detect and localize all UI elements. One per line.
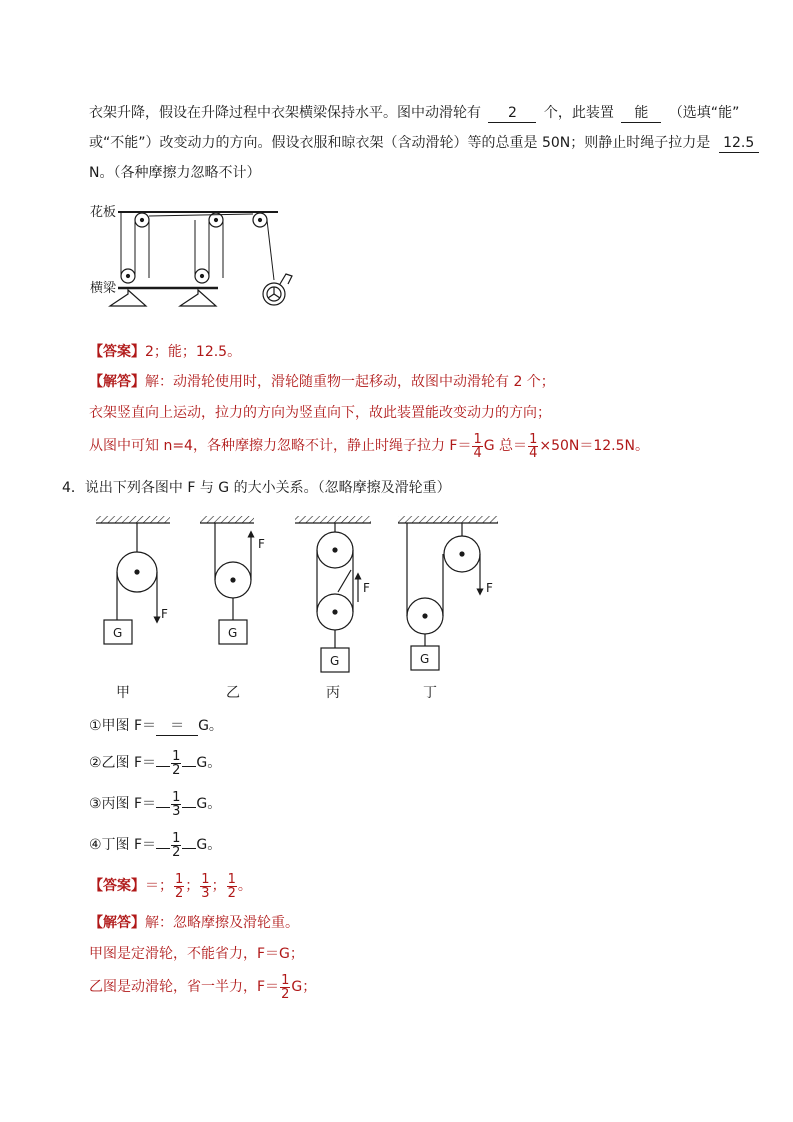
q3-analysis-3: [89, 432, 649, 460]
force-label: F: [363, 581, 370, 595]
fig-label-ding: 丁: [423, 685, 437, 701]
fraction: $\frac{1}{4}$: [473, 431, 482, 461]
item-text: G。: [198, 718, 223, 734]
answer-end: 。: [237, 878, 252, 894]
q3-line-1: [89, 103, 739, 123]
answer-sep: ；: [185, 878, 200, 894]
q3-line-2: [89, 133, 759, 153]
q3-answer: [89, 342, 241, 362]
winder-wheel-icon: [263, 274, 292, 305]
q3-analysis-1: [89, 372, 555, 392]
rope: [121, 212, 274, 280]
analysis-text: 甲图是定滑轮，不能省力，F＝G；: [89, 946, 304, 962]
analysis-text: 解：忽略摩擦及滑轮重。: [145, 915, 299, 931]
fraction: $\frac{1}{4}$: [529, 431, 538, 461]
fraction: $\frac{1}{2}$: [281, 972, 290, 1002]
analysis-text: G；: [291, 979, 317, 995]
analysis-tag: 【解答】: [89, 374, 145, 390]
item-blank: ＝: [156, 717, 198, 736]
q3-text: 或“不能”）改变动力的方向。假设衣服和晾衣架（含动滑轮）等的总重是 50N；则静止时绳子拉力是: [89, 135, 711, 151]
q3-blank-2: 能: [621, 104, 661, 123]
answer-text: 2；能；12.5。: [145, 344, 242, 360]
q4-item-2: [89, 748, 221, 778]
clothes-rack-pulley-figure: [88, 198, 308, 318]
diagram-bing: [295, 516, 371, 672]
q3-text: （选填“能”: [668, 105, 740, 121]
q4-answer: [89, 871, 252, 901]
q4-item-4: [89, 830, 221, 860]
fig-label-yi: 乙: [226, 685, 240, 701]
q3-text: 个，此装置: [543, 105, 614, 121]
diagram-yi: [200, 516, 254, 644]
q3-blank-3: 12.5: [719, 134, 759, 153]
q4-title: [62, 478, 451, 498]
force-label: F: [486, 581, 493, 595]
q3-text: N。（各种摩擦力忽略不计）: [89, 165, 261, 181]
item-text: ③丙图 F＝: [89, 796, 157, 812]
q4-analysis-2: [89, 944, 304, 964]
fig-label-jia: 甲: [116, 685, 130, 701]
fraction: $\frac{1}{2}$: [172, 748, 181, 778]
answer-tag: 【答案】: [89, 878, 145, 894]
answer-text: ＝；: [145, 878, 173, 894]
q4-item-3: [89, 789, 221, 819]
answer-sep: ；: [211, 878, 226, 894]
moving-pulley: [121, 269, 209, 283]
item-text: ④丁图 F＝: [89, 837, 157, 853]
ceiling-label: 花板: [90, 205, 117, 220]
q3-text: 衣架升降，假设在升降过程中衣架横梁保持水平。图中动滑轮有: [89, 105, 481, 121]
weight-label: G: [420, 652, 430, 666]
q4-item-1: [89, 716, 223, 736]
pulley-diagrams-figure: [90, 512, 510, 702]
q3-analysis-2: [89, 403, 551, 423]
force-label: F: [258, 537, 265, 551]
analysis-text: 衣架竖直向上运动，拉力的方向为竖直向下，故此装置能改变动力的方向；: [89, 405, 551, 421]
fig-label-bing: 丙: [326, 685, 340, 701]
fraction: $\frac{1}{2}$: [175, 871, 184, 901]
analysis-text: ×50N＝12.5N。: [539, 438, 650, 454]
analysis-text: 解：动滑轮使用时，滑轮随重物一起移动，故图中动滑轮有 2 个；: [145, 374, 555, 390]
diagram-ding: [398, 516, 498, 670]
q3-line-3: [89, 163, 260, 183]
diagram-jia: [96, 516, 170, 644]
analysis-text: G 总＝: [483, 438, 528, 454]
q4-analysis-1: [89, 913, 299, 933]
q4-title-text: 4．说出下列各图中 F 与 G 的大小关系。（忽略摩擦及滑轮重）: [62, 480, 451, 496]
item-text: G。: [196, 796, 222, 812]
weight-label: G: [113, 626, 123, 640]
fraction: $\frac{1}{2}$: [227, 871, 236, 901]
q4-analysis-3: [89, 972, 316, 1002]
weight-label: G: [228, 626, 238, 640]
item-text: G。: [196, 755, 222, 771]
analysis-text: 乙图是动滑轮，省一半力，F＝: [89, 979, 280, 995]
analysis-tag: 【解答】: [89, 915, 145, 931]
fraction: $\frac{1}{3}$: [172, 789, 181, 819]
item-text: ①甲图 F＝: [89, 718, 157, 734]
force-label: F: [161, 607, 168, 621]
analysis-text: 从图中可知 n=4，各种摩擦力忽略不计，静止时绳子拉力 F＝: [89, 438, 472, 454]
item-text: G。: [196, 837, 222, 853]
answer-tag: 【答案】: [89, 344, 145, 360]
hanger-icon: [110, 290, 216, 306]
fraction: $\frac{1}{3}$: [201, 871, 210, 901]
beam-label: 横梁: [90, 281, 117, 296]
item-text: ②乙图 F＝: [89, 755, 157, 771]
weight-label: G: [330, 654, 340, 668]
q3-blank-1: 2: [488, 104, 536, 123]
fraction: $\frac{1}{2}$: [172, 830, 181, 860]
